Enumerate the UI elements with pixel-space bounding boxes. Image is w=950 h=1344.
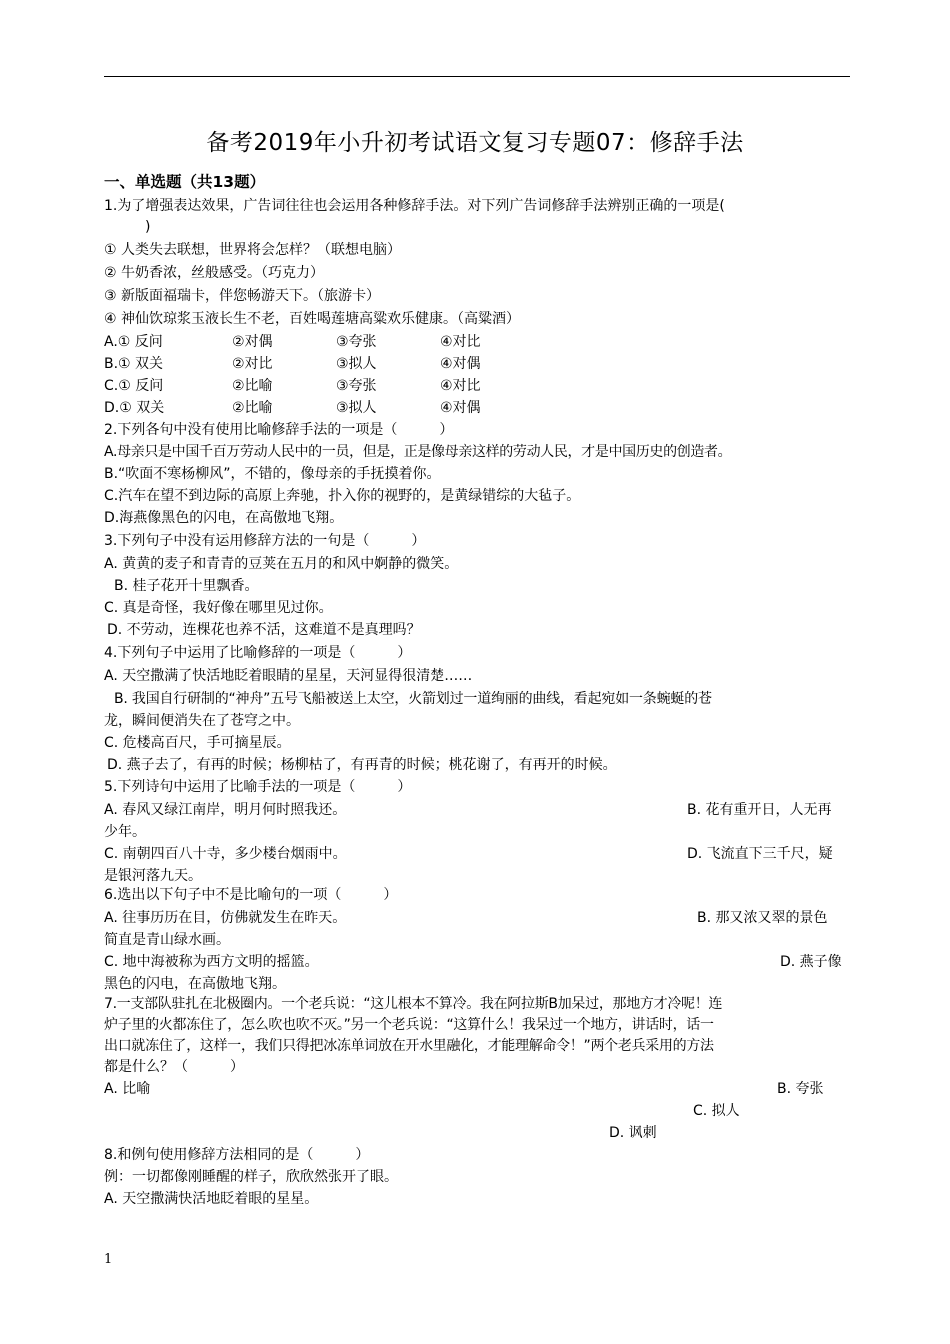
q3-option-d: D. 不劳动，连棵花也养不活，这难道不是真理吗？ xyxy=(107,622,421,638)
q2-option-c: C.汽车在望不到边际的高原上奔驰，扑入你的视野的，是黄绿错综的大毡子。 xyxy=(104,488,581,504)
q3-option-b: B. 桂子花开十里飘香。 xyxy=(114,578,259,594)
option-part: ③夸张 xyxy=(336,378,377,394)
q2-option-b: B.“吹面不寒杨柳风”，不错的，像母亲的手抚摸着你。 xyxy=(104,466,441,482)
q3-option-a: A. 黄黄的麦子和青青的豆荚在五月的和风中婀静的微笑。 xyxy=(104,556,459,572)
option-part: D.① 双关 xyxy=(104,400,165,416)
option-part: ④对偶 xyxy=(440,356,481,372)
q4-stem: 4.下列句子中运用了比喻修辞的一项是（ ） xyxy=(104,645,412,661)
q6-stem: 6.选出以下句子中不是比喻句的一项（ ） xyxy=(104,887,398,903)
q7-option-c: C. 拟人 xyxy=(693,1103,740,1119)
q1-item: ③ 新版面福瑞卡，伴您畅游天下。（旅游卡） xyxy=(104,288,380,304)
q6-option-c: C. 地中海被称为西方文明的摇篮。 xyxy=(104,954,319,970)
q4-option-b-cont: 龙，瞬间便消失在了苍穹之中。 xyxy=(104,713,300,729)
q5-option-c: C. 南朝四百八十寺，多少楼台烟雨中。 xyxy=(104,846,347,862)
option-part: ③夸张 xyxy=(336,334,377,350)
q6-option-a: A. 往事历历在目，仿佛就发生在昨天。 xyxy=(104,910,347,926)
q1-stem: 1.为了增强表达效果，广告词往往也会运用各种修辞手法。对下列广告词修辞手法辨别正确的一项是( xyxy=(104,198,725,214)
q1-item: ② 牛奶香浓，丝般感受。（巧克力） xyxy=(104,265,325,281)
option-part: B.① 双关 xyxy=(104,356,164,372)
q1-item: ① 人类失去联想，世界将会怎样？（联想电脑） xyxy=(104,242,401,258)
q7-stem-cont: 都是什么？（ ） xyxy=(104,1059,244,1075)
option-part: A.① 反问 xyxy=(104,334,163,350)
option-part: ④对比 xyxy=(440,334,481,350)
q7-option-b: B. 夸张 xyxy=(777,1081,824,1097)
option-part: ④对偶 xyxy=(440,400,481,416)
q2-option-d: D.海燕像黑色的闪电，在高傲地飞翔。 xyxy=(104,510,344,526)
q4-option-c: C. 危楼高百尺，手可摘星辰。 xyxy=(104,735,291,751)
q5-stem: 5.下列诗句中运用了比喻手法的一项是（ ） xyxy=(104,779,412,795)
q1-item: ④ 神仙饮琼浆玉液长生不老，百姓喝莲塘高粱欢乐健康。（高粱酒） xyxy=(104,311,520,327)
header-rule xyxy=(104,76,850,77)
q5-option-b: B. 花有重开日，人无再 xyxy=(687,802,832,818)
q2-stem: 2.下列各句中没有使用比喻修辞手法的一项是（ ） xyxy=(104,422,454,438)
q7-stem-cont: 炉子里的火都冻住了，怎么吹也吹不灭。”另一个老兵说：“这算什么！我呆过一个地方，讲话时，话一 xyxy=(104,1017,714,1033)
option-part: ②对比 xyxy=(232,356,273,372)
page-title: 备考2019年小升初考试语文复习专题07：修辞手法 xyxy=(206,130,744,156)
option-part: ②对偶 xyxy=(232,334,273,350)
option-part: ②比喻 xyxy=(232,400,273,416)
q7-option-d: D. 讽刺 xyxy=(609,1125,657,1141)
page-number: 1 xyxy=(104,1252,113,1267)
option-part: ③拟人 xyxy=(336,356,377,372)
option-part: ②比喻 xyxy=(232,378,273,394)
q6-option-d-cont: 黑色的闪电，在高傲地飞翔。 xyxy=(104,976,286,992)
q3-option-c: C. 真是奇怪，我好像在哪里见过你。 xyxy=(104,600,333,616)
q7-stem: 7.一支部队驻扎在北极圈内。一个老兵说：“这儿根本不算冷。我在阿拉斯B加呆过，那地方才冷呢！连 xyxy=(104,996,723,1012)
option-part: ④对比 xyxy=(440,378,481,394)
q6-option-b: B. 那又浓又翠的景色 xyxy=(697,910,828,926)
q8-option-a: A. 天空撒满快活地眨着眼的星星。 xyxy=(104,1191,319,1207)
q4-option-b: B. 我国自行研制的“神舟”五号飞船被送上太空，火箭划过一道绚丽的曲线，看起宛如一条蜿蜒的苍 xyxy=(114,691,712,707)
q6-option-b-cont: 简直是青山绿水画。 xyxy=(104,932,230,948)
q6-option-d: D. 燕子像 xyxy=(780,954,842,970)
q5-option-b-cont: 少年。 xyxy=(104,824,146,840)
q5-option-d: D. 飞流直下三千尺，疑 xyxy=(687,846,833,862)
q7-stem-cont: 出口就冻住了，这样一，我们只得把冰冻单词放在开水里融化，才能理解命令！”两个老兵采用的方法 xyxy=(104,1038,714,1054)
q8-stem: 8.和例句使用修辞方法相同的是（ ） xyxy=(104,1147,370,1163)
section-heading: 一、单选题（共13题） xyxy=(104,173,266,191)
q8-example: 例：一切都像刚睡醒的样子，欣欣然张开了眼。 xyxy=(104,1169,398,1185)
q5-option-a: A. 春风又绿江南岸，明月何时照我还。 xyxy=(104,802,347,818)
option-part: C.① 反问 xyxy=(104,378,164,394)
option-part: ③拟人 xyxy=(336,400,377,416)
q2-option-a: A.母亲只是中国千百万劳动人民中的一员，但是，正是像母亲这样的劳动人民，才是中国历史的创造者。 xyxy=(104,444,732,460)
q4-option-a: A. 天空撒满了快活地眨着眼睛的星星，天河显得很清楚…… xyxy=(104,668,473,684)
q4-option-d: D. 燕子去了，有再的时候；杨柳枯了，有再青的时候；桃花谢了，有再开的时候。 xyxy=(107,757,617,773)
q7-option-a: A. 比喻 xyxy=(104,1081,151,1097)
q5-option-d-cont: 是银河落九天。 xyxy=(104,868,202,884)
q3-stem: 3.下列句子中没有运用修辞方法的一句是（ ） xyxy=(104,533,426,549)
q1-stem-cont: ) xyxy=(145,219,151,235)
